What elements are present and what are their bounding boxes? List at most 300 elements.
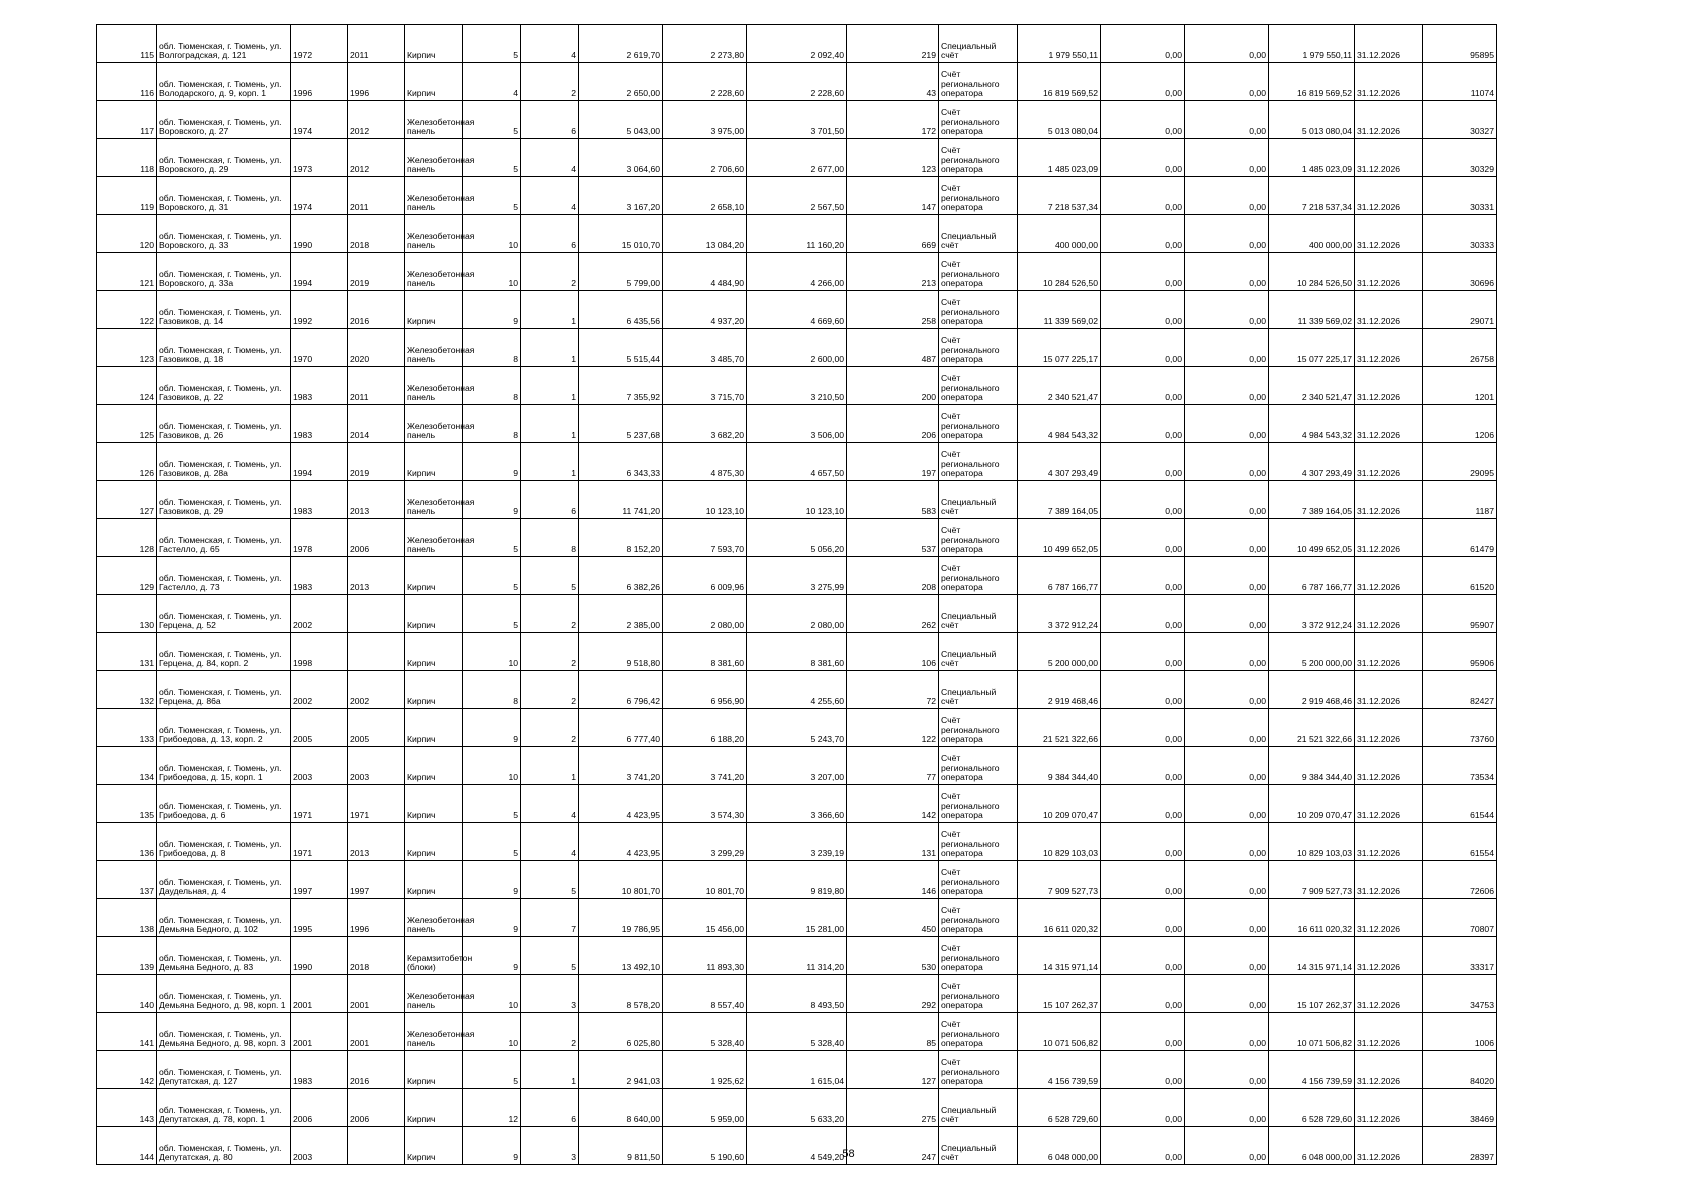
cost-share-1-cell: 0,00 [1101, 63, 1185, 101]
deadline-date-cell: 31.12.2026 [1355, 291, 1423, 329]
address-cell: обл. Тюменская, г. Тюмень, ул. Грибоедова, д. 13, корп. 2 [157, 709, 291, 747]
area-living-cell: 8 557,40 [663, 975, 747, 1013]
year-built-cell: 1995 [291, 899, 348, 937]
address-cell: обл. Тюменская, г. Тюмень, ул. Депутатская, д. 78, корп. 1 [157, 1089, 291, 1127]
residents-cell: 122 [847, 709, 939, 747]
area-private-cell: 1 615,04 [747, 1051, 847, 1089]
total-cost-cell: 14 315 971,14 [1269, 937, 1355, 975]
year-built-cell: 1990 [291, 215, 348, 253]
fund-method-cell: Счёт регионального оператора [939, 747, 1018, 785]
total-cost-cell: 3 372 912,24 [1269, 595, 1355, 633]
area-living-cell: 6 956,90 [663, 671, 747, 709]
area-total-cell: 5 515,44 [579, 329, 663, 367]
year-built-cell: 1983 [291, 1051, 348, 1089]
area-total-cell: 6 796,42 [579, 671, 663, 709]
wall-material-cell: Кирпич [405, 291, 463, 329]
deadline-date-cell: 31.12.2026 [1355, 329, 1423, 367]
area-total-cell: 5 043,00 [579, 101, 663, 139]
cost-share-2-cell: 0,00 [1185, 519, 1269, 557]
cost-share-1-cell: 0,00 [1101, 861, 1185, 899]
cost-cell: 21 521 322,66 [1018, 709, 1101, 747]
fund-method-cell: Счёт регионального оператора [939, 861, 1018, 899]
area-private-cell: 2 228,60 [747, 63, 847, 101]
residents-cell: 292 [847, 975, 939, 1013]
cost-cell: 6 528 729,60 [1018, 1089, 1101, 1127]
entrances-cell: 2 [521, 671, 579, 709]
area-living-cell: 2 080,00 [663, 595, 747, 633]
fund-method-cell: Счёт регионального оператора [939, 291, 1018, 329]
house-id-cell: 82427 [1423, 671, 1497, 709]
residents-cell: 85 [847, 1013, 939, 1051]
address-cell: обл. Тюменская, г. Тюмень, ул. Воровского, д. 31 [157, 177, 291, 215]
residents-cell: 127 [847, 1051, 939, 1089]
year-built-cell: 1983 [291, 405, 348, 443]
row-number: 125 [97, 405, 157, 443]
area-total-cell: 5 237,68 [579, 405, 663, 443]
cost-share-2-cell: 0,00 [1185, 63, 1269, 101]
fund-method-cell: Счёт регионального оператора [939, 139, 1018, 177]
row-number: 131 [97, 633, 157, 671]
cost-share-2-cell: 0,00 [1185, 1013, 1269, 1051]
year-built-cell: 1970 [291, 329, 348, 367]
floors-cell: 10 [463, 975, 521, 1013]
deadline-date-cell: 31.12.2026 [1355, 519, 1423, 557]
table-row [97, 519, 1497, 557]
cost-share-2-cell: 0,00 [1185, 823, 1269, 861]
cost-share-1-cell: 0,00 [1101, 329, 1185, 367]
cost-cell: 7 218 537,34 [1018, 177, 1101, 215]
cost-share-2-cell: 0,00 [1185, 481, 1269, 519]
area-living-cell: 3 485,70 [663, 329, 747, 367]
total-cost-cell: 2 919 468,46 [1269, 671, 1355, 709]
row-number: 115 [97, 25, 157, 63]
table-row [97, 101, 1497, 139]
house-id-cell: 38469 [1423, 1089, 1497, 1127]
entrances-cell: 4 [521, 785, 579, 823]
address-cell: обл. Тюменская, г. Тюмень, ул. Гастелло, д. 65 [157, 519, 291, 557]
entrances-cell: 2 [521, 595, 579, 633]
residents-cell: 72 [847, 671, 939, 709]
year-built-cell: 1978 [291, 519, 348, 557]
year-built-cell: 1990 [291, 937, 348, 975]
entrances-cell: 2 [521, 633, 579, 671]
area-private-cell: 3 701,50 [747, 101, 847, 139]
fund-method-cell: Счёт регионального оператора [939, 519, 1018, 557]
cost-cell: 2 919 468,46 [1018, 671, 1101, 709]
residents-cell: 219 [847, 25, 939, 63]
deadline-date-cell: 31.12.2026 [1355, 25, 1423, 63]
wall-material-cell: Железобетонная панель [405, 177, 463, 215]
cost-share-1-cell: 0,00 [1101, 215, 1185, 253]
residents-cell: 142 [847, 785, 939, 823]
deadline-date-cell: 31.12.2026 [1355, 785, 1423, 823]
residents-cell: 131 [847, 823, 939, 861]
cost-share-2-cell: 0,00 [1185, 443, 1269, 481]
area-living-cell: 3 299,29 [663, 823, 747, 861]
table-row [97, 253, 1497, 291]
fund-method-cell: Специальный счёт [939, 481, 1018, 519]
cost-share-1-cell: 0,00 [1101, 633, 1185, 671]
cost-share-2-cell: 0,00 [1185, 1089, 1269, 1127]
year-repair-cell: 2013 [348, 481, 405, 519]
residents-cell: 669 [847, 215, 939, 253]
total-cost-cell: 15 077 225,17 [1269, 329, 1355, 367]
residents-cell: 537 [847, 519, 939, 557]
fund-method-cell: Счёт регионального оператора [939, 63, 1018, 101]
residents-cell: 530 [847, 937, 939, 975]
fund-method-cell: Специальный счёт [939, 595, 1018, 633]
table-row [97, 557, 1497, 595]
total-cost-cell: 16 819 569,52 [1269, 63, 1355, 101]
cost-cell: 4 156 739,59 [1018, 1051, 1101, 1089]
area-total-cell: 2 385,00 [579, 595, 663, 633]
year-repair-cell: 2014 [348, 405, 405, 443]
year-built-cell: 1996 [291, 63, 348, 101]
deadline-date-cell: 31.12.2026 [1355, 443, 1423, 481]
year-repair-cell: 2016 [348, 291, 405, 329]
deadline-date-cell: 31.12.2026 [1355, 1013, 1423, 1051]
total-cost-cell: 7 389 164,05 [1269, 481, 1355, 519]
area-living-cell: 2 706,60 [663, 139, 747, 177]
deadline-date-cell: 31.12.2026 [1355, 101, 1423, 139]
house-id-cell: 61520 [1423, 557, 1497, 595]
deadline-date-cell: 31.12.2026 [1355, 481, 1423, 519]
cost-share-2-cell: 0,00 [1185, 139, 1269, 177]
cost-cell: 3 372 912,24 [1018, 595, 1101, 633]
year-repair-cell: 2012 [348, 139, 405, 177]
year-built-cell: 2002 [291, 595, 348, 633]
year-built-cell: 2001 [291, 975, 348, 1013]
table-row [97, 1051, 1497, 1089]
floors-cell: 10 [463, 1013, 521, 1051]
row-number: 140 [97, 975, 157, 1013]
cost-cell: 16 819 569,52 [1018, 63, 1101, 101]
cost-share-2-cell: 0,00 [1185, 329, 1269, 367]
area-private-cell: 5 633,20 [747, 1089, 847, 1127]
cost-cell: 15 107 262,37 [1018, 975, 1101, 1013]
area-private-cell: 2 600,00 [747, 329, 847, 367]
area-living-cell: 3 682,20 [663, 405, 747, 443]
cost-share-2-cell: 0,00 [1185, 557, 1269, 595]
wall-material-cell: Кирпич [405, 1089, 463, 1127]
total-cost-cell: 1 979 550,11 [1269, 25, 1355, 63]
cost-cell: 4 307 293,49 [1018, 443, 1101, 481]
house-id-cell: 95906 [1423, 633, 1497, 671]
cost-cell: 6 787 166,77 [1018, 557, 1101, 595]
floors-cell: 5 [463, 139, 521, 177]
area-private-cell: 2 567,50 [747, 177, 847, 215]
row-number: 143 [97, 1089, 157, 1127]
area-total-cell: 6 777,40 [579, 709, 663, 747]
area-private-cell: 8 381,60 [747, 633, 847, 671]
area-total-cell: 9 518,80 [579, 633, 663, 671]
entrances-cell: 4 [521, 139, 579, 177]
row-number: 123 [97, 329, 157, 367]
table-row [97, 1013, 1497, 1051]
entrances-cell: 3 [521, 975, 579, 1013]
total-cost-cell: 7 218 537,34 [1269, 177, 1355, 215]
fund-method-cell: Счёт регионального оператора [939, 1051, 1018, 1089]
table-row [97, 861, 1497, 899]
area-private-cell: 4 266,00 [747, 253, 847, 291]
cost-share-2-cell: 0,00 [1185, 25, 1269, 63]
wall-material-cell: Кирпич [405, 1051, 463, 1089]
house-id-cell: 30327 [1423, 101, 1497, 139]
cost-cell: 400 000,00 [1018, 215, 1101, 253]
deadline-date-cell: 31.12.2026 [1355, 671, 1423, 709]
house-id-cell: 30696 [1423, 253, 1497, 291]
area-private-cell: 2 677,00 [747, 139, 847, 177]
total-cost-cell: 10 071 506,82 [1269, 1013, 1355, 1051]
cost-share-1-cell: 0,00 [1101, 1127, 1185, 1165]
entrances-cell: 5 [521, 861, 579, 899]
year-repair-cell [348, 633, 405, 671]
wall-material-cell: Железобетонная панель [405, 253, 463, 291]
entrances-cell: 2 [521, 63, 579, 101]
cost-share-1-cell: 0,00 [1101, 937, 1185, 975]
row-number: 137 [97, 861, 157, 899]
fund-method-cell: Счёт регионального оператора [939, 443, 1018, 481]
row-number: 130 [97, 595, 157, 633]
fund-method-cell: Счёт регионального оператора [939, 557, 1018, 595]
area-total-cell: 6 382,26 [579, 557, 663, 595]
fund-method-cell: Счёт регионального оператора [939, 253, 1018, 291]
fund-method-cell: Счёт регионального оператора [939, 785, 1018, 823]
cost-share-2-cell: 0,00 [1185, 861, 1269, 899]
cost-cell: 14 315 971,14 [1018, 937, 1101, 975]
house-id-cell: 11074 [1423, 63, 1497, 101]
deadline-date-cell: 31.12.2026 [1355, 709, 1423, 747]
cost-cell: 5 013 080,04 [1018, 101, 1101, 139]
area-living-cell: 4 937,20 [663, 291, 747, 329]
year-built-cell: 2005 [291, 709, 348, 747]
cost-share-2-cell: 0,00 [1185, 671, 1269, 709]
cost-share-1-cell: 0,00 [1101, 785, 1185, 823]
area-total-cell: 8 640,00 [579, 1089, 663, 1127]
total-cost-cell: 15 107 262,37 [1269, 975, 1355, 1013]
area-private-cell: 2 080,00 [747, 595, 847, 633]
area-living-cell: 1 925,62 [663, 1051, 747, 1089]
cost-share-1-cell: 0,00 [1101, 823, 1185, 861]
table-row [97, 747, 1497, 785]
row-number: 122 [97, 291, 157, 329]
area-total-cell: 9 811,50 [579, 1127, 663, 1165]
deadline-date-cell: 31.12.2026 [1355, 215, 1423, 253]
area-private-cell: 5 056,20 [747, 519, 847, 557]
house-id-cell: 1187 [1423, 481, 1497, 519]
area-living-cell: 7 593,70 [663, 519, 747, 557]
table-row [97, 823, 1497, 861]
area-private-cell: 3 210,50 [747, 367, 847, 405]
area-living-cell: 13 084,20 [663, 215, 747, 253]
area-living-cell: 3 574,30 [663, 785, 747, 823]
floors-cell: 4 [463, 63, 521, 101]
year-built-cell: 1971 [291, 823, 348, 861]
floors-cell: 9 [463, 443, 521, 481]
cost-cell: 16 611 020,32 [1018, 899, 1101, 937]
cost-share-2-cell: 0,00 [1185, 709, 1269, 747]
area-total-cell: 3 741,20 [579, 747, 663, 785]
area-private-cell: 5 243,70 [747, 709, 847, 747]
wall-material-cell: Керамзитобетон (блоки) [405, 937, 463, 975]
residents-cell: 77 [847, 747, 939, 785]
entrances-cell: 3 [521, 1127, 579, 1165]
area-living-cell: 4 875,30 [663, 443, 747, 481]
table-row [97, 215, 1497, 253]
entrances-cell: 7 [521, 899, 579, 937]
area-living-cell: 15 456,00 [663, 899, 747, 937]
entrances-cell: 1 [521, 291, 579, 329]
floors-cell: 5 [463, 177, 521, 215]
table-row [97, 139, 1497, 177]
address-cell: обл. Тюменская, г. Тюмень, ул. Воровского, д. 27 [157, 101, 291, 139]
row-number: 138 [97, 899, 157, 937]
wall-material-cell: Железобетонная панель [405, 1013, 463, 1051]
year-repair-cell: 2019 [348, 443, 405, 481]
deadline-date-cell: 31.12.2026 [1355, 557, 1423, 595]
cost-share-1-cell: 0,00 [1101, 747, 1185, 785]
total-cost-cell: 7 909 527,73 [1269, 861, 1355, 899]
row-number: 119 [97, 177, 157, 215]
cost-share-2-cell: 0,00 [1185, 785, 1269, 823]
deadline-date-cell: 31.12.2026 [1355, 63, 1423, 101]
area-living-cell: 2 228,60 [663, 63, 747, 101]
entrances-cell: 6 [521, 1089, 579, 1127]
entrances-cell: 4 [521, 823, 579, 861]
table-row [97, 975, 1497, 1013]
area-total-cell: 10 801,70 [579, 861, 663, 899]
cost-share-1-cell: 0,00 [1101, 1089, 1185, 1127]
house-id-cell: 73534 [1423, 747, 1497, 785]
floors-cell: 9 [463, 937, 521, 975]
house-id-cell: 73760 [1423, 709, 1497, 747]
area-private-cell: 11 314,20 [747, 937, 847, 975]
area-private-cell: 4 669,60 [747, 291, 847, 329]
floors-cell: 9 [463, 899, 521, 937]
table-row [97, 25, 1497, 63]
wall-material-cell: Железобетонная панель [405, 139, 463, 177]
house-id-cell: 26758 [1423, 329, 1497, 367]
wall-material-cell: Кирпич [405, 1127, 463, 1165]
table-row [97, 443, 1497, 481]
area-living-cell: 5 328,40 [663, 1013, 747, 1051]
wall-material-cell: Железобетонная панель [405, 519, 463, 557]
fund-method-cell: Счёт регионального оператора [939, 329, 1018, 367]
deadline-date-cell: 31.12.2026 [1355, 937, 1423, 975]
row-number: 120 [97, 215, 157, 253]
cost-cell: 10 071 506,82 [1018, 1013, 1101, 1051]
residents-cell: 106 [847, 633, 939, 671]
address-cell: обл. Тюменская, г. Тюмень, ул. Грибоедова, д. 8 [157, 823, 291, 861]
residents-cell: 147 [847, 177, 939, 215]
cost-cell: 10 829 103,03 [1018, 823, 1101, 861]
row-number: 132 [97, 671, 157, 709]
year-repair-cell: 2013 [348, 557, 405, 595]
cost-cell: 10 284 526,50 [1018, 253, 1101, 291]
area-total-cell: 8 152,20 [579, 519, 663, 557]
area-total-cell: 11 741,20 [579, 481, 663, 519]
cost-cell: 5 200 000,00 [1018, 633, 1101, 671]
fund-method-cell: Специальный счёт [939, 671, 1018, 709]
house-id-cell: 95895 [1423, 25, 1497, 63]
area-living-cell: 4 484,90 [663, 253, 747, 291]
address-cell: обл. Тюменская, г. Тюмень, ул. Газовиков, д. 29 [157, 481, 291, 519]
house-id-cell: 61544 [1423, 785, 1497, 823]
deadline-date-cell: 31.12.2026 [1355, 861, 1423, 899]
fund-method-cell: Специальный счёт [939, 1127, 1018, 1165]
cost-share-2-cell: 0,00 [1185, 937, 1269, 975]
floors-cell: 9 [463, 1127, 521, 1165]
cost-share-1-cell: 0,00 [1101, 405, 1185, 443]
area-living-cell: 8 381,60 [663, 633, 747, 671]
deadline-date-cell: 31.12.2026 [1355, 367, 1423, 405]
entrances-cell: 6 [521, 481, 579, 519]
wall-material-cell: Кирпич [405, 785, 463, 823]
floors-cell: 5 [463, 557, 521, 595]
floors-cell: 9 [463, 291, 521, 329]
year-repair-cell: 2011 [348, 177, 405, 215]
year-repair-cell: 2013 [348, 823, 405, 861]
area-living-cell: 2 658,10 [663, 177, 747, 215]
year-built-cell: 1983 [291, 367, 348, 405]
year-built-cell: 1992 [291, 291, 348, 329]
area-private-cell: 9 819,80 [747, 861, 847, 899]
residents-cell: 583 [847, 481, 939, 519]
total-cost-cell: 4 156 739,59 [1269, 1051, 1355, 1089]
wall-material-cell: Кирпич [405, 443, 463, 481]
deadline-date-cell: 31.12.2026 [1355, 139, 1423, 177]
total-cost-cell: 400 000,00 [1269, 215, 1355, 253]
residents-cell: 197 [847, 443, 939, 481]
entrances-cell: 6 [521, 101, 579, 139]
deadline-date-cell: 31.12.2026 [1355, 823, 1423, 861]
cost-share-2-cell: 0,00 [1185, 215, 1269, 253]
table-row [97, 481, 1497, 519]
year-repair-cell: 2003 [348, 747, 405, 785]
table-row [97, 671, 1497, 709]
address-cell: обл. Тюменская, г. Тюмень, ул. Грибоедова, д. 15, корп. 1 [157, 747, 291, 785]
year-built-cell: 2001 [291, 1013, 348, 1051]
wall-material-cell: Кирпич [405, 633, 463, 671]
floors-cell: 5 [463, 785, 521, 823]
fund-method-cell: Специальный счёт [939, 215, 1018, 253]
address-cell: обл. Тюменская, г. Тюмень, ул. Газовиков, д. 22 [157, 367, 291, 405]
area-total-cell: 7 355,92 [579, 367, 663, 405]
cost-share-2-cell: 0,00 [1185, 1051, 1269, 1089]
residents-cell: 247 [847, 1127, 939, 1165]
year-built-cell: 2003 [291, 1127, 348, 1165]
table-row [97, 709, 1497, 747]
total-cost-cell: 4 307 293,49 [1269, 443, 1355, 481]
area-living-cell: 5 959,00 [663, 1089, 747, 1127]
area-living-cell: 3 741,20 [663, 747, 747, 785]
entrances-cell: 8 [521, 519, 579, 557]
cost-share-1-cell: 0,00 [1101, 25, 1185, 63]
residents-cell: 258 [847, 291, 939, 329]
year-repair-cell: 1971 [348, 785, 405, 823]
cost-cell: 6 048 000,00 [1018, 1127, 1101, 1165]
cost-share-2-cell: 0,00 [1185, 899, 1269, 937]
house-id-cell: 84020 [1423, 1051, 1497, 1089]
table-row [97, 329, 1497, 367]
address-cell: обл. Тюменская, г. Тюмень, ул. Воровского, д. 33а [157, 253, 291, 291]
row-number: 117 [97, 101, 157, 139]
cost-share-1-cell: 0,00 [1101, 671, 1185, 709]
floors-cell: 12 [463, 1089, 521, 1127]
address-cell: обл. Тюменская, г. Тюмень, ул. Волгоградская, д. 121 [157, 25, 291, 63]
wall-material-cell: Кирпич [405, 25, 463, 63]
cost-share-2-cell: 0,00 [1185, 405, 1269, 443]
